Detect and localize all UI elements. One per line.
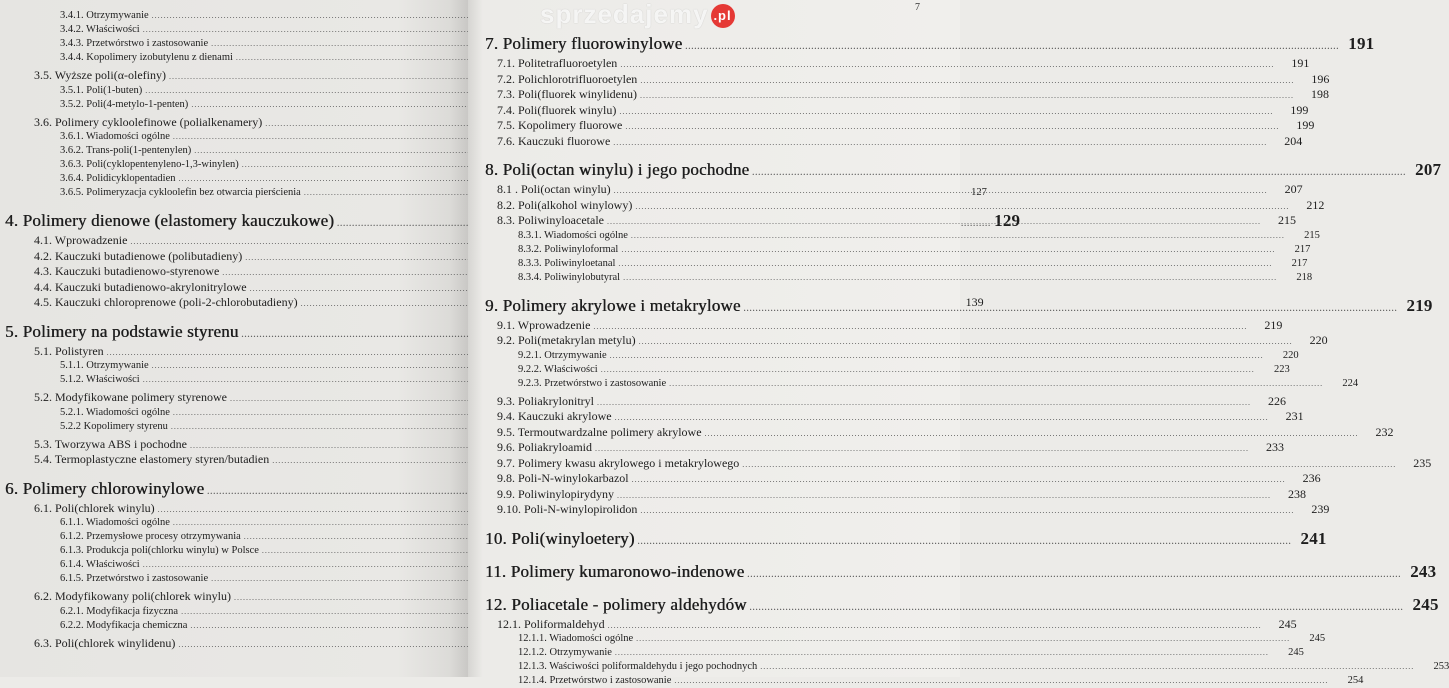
toc-page-number: 215 [1277,213,1296,227]
toc-page-number: 191 [1291,56,1310,70]
toc-subsection [0,420,468,434]
toc-entry-title: 12.1.2. Otrzymywanie [518,647,612,658]
toc-entry-title: 8.3.4. Poliwinylobutyral [518,271,621,283]
toc-chapter [468,593,1439,617]
toc-entry-title: 9.7. Polimery kwasu akrylowego i metakrylowego [497,455,740,470]
toc-entry-title: 9.2.3. Przetwórstwo i zastosowanie [518,377,667,389]
toc-subsection [0,605,468,619]
toc-page-number: 224 [1342,377,1359,389]
toc-entry-title: 8.2. Poli(alkohol winylowy) [497,197,633,212]
leader-dots [640,88,1294,104]
leader-dots [620,57,1274,73]
toc-section [468,118,1315,134]
toc-subsection [0,373,468,387]
toc-section [0,115,468,131]
toc-page-number: 245 [1412,594,1439,614]
toc-entry-title: 5.1.2. Właściwości [60,374,140,385]
toc-page-number: 218 [1296,271,1313,283]
toc-chapter [0,477,468,501]
toc-subsection [0,84,468,98]
toc-subsection [0,172,468,186]
leader-dots [615,646,1269,660]
toc-subsection [0,619,468,633]
toc-section [468,87,1329,103]
toc-page-number: 239 [1311,502,1330,516]
toc-entry-title: 9.10. Poli-N-winylopirolidon [497,502,638,516]
toc-subsection [468,660,1449,674]
toc-subsection [0,359,468,373]
toc-entry-title: 3.5.1. Poli(1-buten) [60,84,143,96]
watermark-badge: .pl [711,4,735,28]
toc-entry-title: 5.2. Modyfikowane polimery styrenowe [34,390,227,404]
toc-entry-title: 4.4. Kauczuki butadienowo-akrylonitrylowe [34,279,247,294]
toc-subsection [0,572,468,586]
toc-section [468,317,1283,334]
toc-entry-title: 3.6.4. Polidicyklopentadien [60,173,176,184]
leader-dots [601,363,1255,377]
toc-entry-title: 6.1.4. Właściwości [60,559,140,570]
toc-entry-title: 6.1.1. Wiadomości ogólne [60,517,170,528]
toc-subsection [0,516,468,530]
toc-entry-title: 7.2. Polichlorotrifluoroetylen [497,71,638,86]
toc-chapter [468,158,1442,182]
toc-chapter [0,320,468,344]
toc-entry-title: 5. Polimery na podstawie styrenu [5,321,239,341]
toc-subsection [0,558,468,572]
toc-section [468,616,1297,633]
toc-entry-title: 10. Poli(winyloetery) [485,528,635,548]
toc-entry-title: 6.2.1. Modyfikacja fizyczna [60,605,179,617]
toc-section [468,393,1286,410]
toc-section [468,197,1325,214]
toc-section [0,249,468,265]
toc-page-number: 219 [1406,295,1433,315]
toc-page-number: 199 [1296,118,1315,132]
toc-entry-title: 9.9. Poliwinylopirydyny [497,486,615,501]
toc-chapter [468,560,1437,584]
toc-subsection [0,9,468,23]
toc-entry-title: 7.4. Poli(fluorek winylu) [497,102,617,117]
toc-section [0,344,468,360]
toc-entry-title: 3.5.2. Poli(4-metylo-1-penten) [60,98,189,110]
toc-subsection [468,674,1364,688]
leader-dots [640,73,1294,89]
toc-page-number: 238 [1288,486,1307,501]
toc-subsection [468,243,1311,257]
toc-page-number: 139 [965,295,984,309]
toc-section [468,502,1330,518]
toc-section [0,636,468,652]
toc-page-number: 245 [1278,616,1297,631]
toc-subsection [0,158,468,172]
toc-section [0,452,468,468]
toc-page-number: 217 [1291,257,1308,269]
toc-page-number: 204 [1284,133,1303,148]
toc-page-number: 199 [1290,102,1309,117]
toc-entry-title: 3.4.4. Kopolimery izobutylenu z dienami [60,52,233,63]
toc-subsection [0,544,468,558]
toc-section [468,102,1309,119]
leader-dots [610,349,1264,363]
toc-entry-title: 8.3. Poliwinyloacetale [497,213,604,227]
toc-entry-title: 9.4. Kauczuki akrylowe [497,409,612,423]
leader-dots [625,119,1279,135]
toc-page-number: 232 [1375,424,1394,439]
toc-subsection [0,406,468,420]
toc-entry-title: 6.3. Poli(chlorek winylidenu) [34,635,176,650]
toc-page-number: 196 [1311,71,1330,86]
toc-section [468,486,1307,503]
leader-dots [593,319,1247,335]
leader-dots [674,674,1328,688]
toc-entry-title: 6.2.2. Modyfikacja chemiczna [60,619,188,631]
toc-subsection [0,144,468,158]
toc-entry-title: 4. Polimery dienowe (elastomery kauczukowe) [5,211,335,230]
toc-entry-title: 9.5. Termoutwardzalne polimery akrylowe [497,424,702,439]
toc-entry-title: 9.2.2. Właściwości [518,363,598,375]
toc-section [0,437,468,453]
toc-entry-title: 4.5. Kauczuki chloroprenowe (poli-2-chlorobutadieny) [34,295,298,309]
toc-entry-title: 6. Polimery chlorowinylowe [5,478,205,498]
toc-entry-title: 12.1.3. Waściwości poliformaldehydu i jego pochodnych [518,661,758,672]
toc-entry-title: 7.3. Poli(fluorek winylidenu) [497,87,637,101]
toc-subsection [0,530,468,544]
leader-dots [631,229,1285,243]
toc-subsection [0,51,468,65]
toc-entry-title: 9.6. Poliakryloamid [497,440,592,454]
toc-entry-title: 4.2. Kauczuki butadienowe (polibutadieny) [34,248,243,263]
toc-page-number: 243 [1410,561,1437,581]
toc-page-number: 217 [1294,243,1311,255]
toc-entry-title: 8.1 . Poli(octan winylu) [497,182,611,196]
toc-entry-title: 12.1. Poliformaldehyd [497,616,605,631]
toc-entry-title: 9.1. Wprowadzenie [497,317,591,332]
toc-subsection [468,257,1308,271]
leader-dots [614,183,1268,199]
toc-entry-title: 12. Poliacetale - polimery aldehydów [485,594,747,614]
leader-dots [619,104,1273,120]
leader-dots [639,334,1293,350]
toc-page-number: 253 [1433,661,1449,672]
leader-dots [613,135,1267,151]
toc-page-number: 226 [1268,393,1286,408]
toc-entry-title: 7.6. Kauczuki fluorowe [497,133,611,148]
toc-entry-title: 6.1.5. Przetwórstwo i zastosowanie [60,573,209,584]
leader-dots [705,426,1359,442]
toc-entry-title: 12.1.1. Wiadomości ogólne [518,633,634,644]
toc-page-number: 219 [1264,317,1283,332]
toc-subsection [468,349,1299,363]
toc-chapter [468,32,1375,56]
toc-section [468,424,1394,441]
leader-dots [742,457,1396,473]
toc-entry-title: 5.4. Termoplastyczne elastomery styren/butadien [34,452,270,466]
toc-page-number: 236 [1302,471,1321,485]
toc-page-number: 235 [1413,455,1432,470]
leader-dots [638,530,1292,554]
leader-dots [621,243,1275,257]
toc-entry-title: 5.2.1. Wiadomości ogólne [60,406,170,418]
leader-dots [595,441,1249,457]
leader-dots [597,395,1251,411]
toc-section [468,471,1321,487]
toc-page-number: 198 [1310,87,1329,101]
toc-page-number: 212 [1306,197,1325,212]
toc-entry-title: 8.3.2. Poliwinyloformal [518,243,619,255]
toc-entry-title: 3.6. Polimery cykloolefinowe (polialkenamery) [34,114,263,129]
toc-entry-title: 6.1. Poli(chlorek winylu) [34,500,155,515]
toc-entry-title: 5.2.2 Kopolimery styrenu [60,420,168,432]
toc-subsection [468,646,1304,660]
toc-section [0,68,468,84]
toc-entry-title: 6.1.3. Produkcja poli(chlorku winylu) w Polsce [60,545,259,556]
toc-entry-title: 4.3. Kauczuki butadienowo-styrenowe [34,264,220,278]
toc-section [468,71,1330,88]
toc-page-number: 233 [1266,440,1284,454]
toc-page-number: 207 [1415,160,1442,179]
toc-entry-title: 3.6.3. Poli(cyklopentenyleno-1,3-winylen) [60,159,239,170]
toc-entry-title: 3.4.2. Właściwości [60,24,140,35]
toc-subsection [0,130,468,144]
leader-dots [760,660,1414,674]
toc-entry-title: 11. Polimery kumaronowo-indenowe [485,561,745,581]
toc-entry-title: 5.3. Tworzywa ABS i pochodne [34,436,187,451]
toc-entry-title: 7. Polimery fluorowinylowe [485,34,683,53]
toc-subsection [0,23,468,37]
toc-section [0,589,468,605]
toc-entry-title: 9.2.1. Otrzymywanie [518,349,607,361]
leader-dots [635,199,1289,215]
toc-section [0,280,468,296]
leader-dots [669,377,1323,391]
toc-entry-title: 5.1. Polistyren [34,343,104,358]
toc-section [0,264,468,280]
toc-entry-title: 3.5. Wyższe poli(α-olefiny) [34,68,166,82]
leader-dots [618,257,1272,271]
toc-entry-title: 3.4.3. Przetwórstwo i zastosowanie [60,38,209,49]
toc-page-number: 207 [1284,182,1303,196]
leader-dots [607,214,1261,230]
leader-dots [615,410,1269,426]
watermark-text: sprzedajemy [540,0,709,29]
toc-entry-title: 3.4.1. Otrzymywanie [60,10,149,21]
toc-page-number: 220 [1309,333,1328,347]
toc-subsection [0,37,468,51]
leader-dots [636,632,1290,646]
toc-entry-title: 7.5. Kopolimery fluorowe [497,118,623,132]
toc-entry-title: 8. Poli(octan winylu) i jego pochodne [485,160,750,179]
toc-entry-title: 9.3. Poliakrylonitryl [497,393,594,408]
toc-entry-title: 5.1.1. Otrzymywanie [60,360,149,371]
toc-section [468,56,1310,72]
toc-entry-title: 8.3.3. Poliwinyloetanal [518,257,616,269]
toc-subsection [468,363,1290,377]
toc-subsection [468,377,1359,391]
leader-dots [640,503,1294,519]
toc-page-number: 191 [1348,34,1375,53]
toc-page-number: 223 [1273,363,1290,375]
toc-section [0,390,468,406]
toc-entry-title: 9. Polimery akrylowe i metakrylowe [485,295,741,315]
toc-entry-title: 6.1.2. Przemysłowe procesy otrzymywania [60,531,241,542]
watermark-logo [540,0,735,28]
leader-dots [747,563,1401,587]
toc-entry-title: 7.1. Politetrafluoroetylen [497,56,618,70]
leader-dots [617,488,1271,504]
toc-subsection [0,98,468,112]
toc-section [468,333,1328,349]
toc-entry-title: 12.1.4. Przetwórstwo i zastosowanie [518,675,672,686]
toc-page-number: 245 [1309,633,1326,644]
leader-dots [632,472,1286,488]
toc-entry-title: 8.3.1. Wiadomości ogólne [518,229,628,241]
toc-entry-title: 4.1. Wprowadzenie [34,233,128,247]
toc-section [468,133,1303,150]
toc-entry-title: 9.2. Poli(metakrylan metylu) [497,333,636,347]
toc-section [468,455,1432,472]
toc-entry-title: 3.6.1. Wiadomości ogólne [60,131,170,142]
toc-entry-title: 3.6.2. Trans-poli(1-pentenylen) [60,145,192,156]
toc-subsection [468,229,1320,243]
toc-subsection [468,632,1326,646]
toc-page-number: 245 [1288,647,1304,658]
toc-page-number: 231 [1285,409,1304,423]
toc-section [468,440,1284,456]
toc-entry-title: 6.2. Modyfikowany poli(chlorek winylu) [34,589,231,603]
toc-chapter [468,527,1327,551]
toc-page-number: 215 [1304,229,1320,241]
leader-dots [608,618,1262,634]
page-number: 7 [915,2,920,13]
toc-section [0,233,468,249]
toc-entry-title: 3.6.5. Polimeryzacja cykloolefin bez otwarcia pierścienia [60,187,301,198]
toc-page-number: 254 [1347,675,1364,686]
leader-dots [623,271,1277,285]
toc-subsection [468,271,1313,285]
toc-page-number: 127 [971,187,987,198]
toc-page-number: 129 [994,211,1021,230]
toc-page-number: 220 [1282,349,1299,361]
toc-entry-title: 9.8. Poli-N-winylokarbazol [497,471,629,485]
toc-page-number: 241 [1300,528,1327,548]
toc-section [0,501,468,517]
toc-section [468,409,1304,425]
